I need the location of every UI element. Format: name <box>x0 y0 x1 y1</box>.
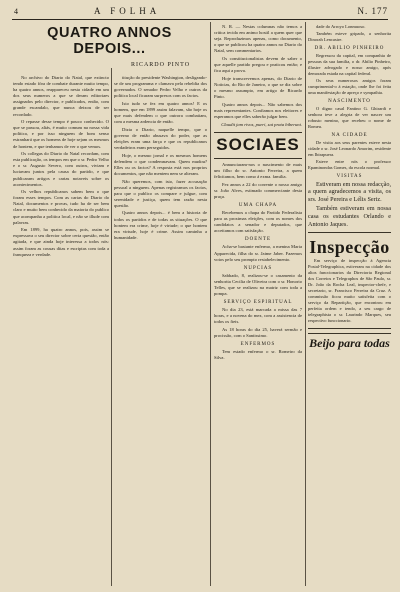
running-head <box>14 5 388 19</box>
paragraph: Sabbado, 8, realizou-se o casamento da senhorita Cecilia de Oliveira com o sr. Honorio Telles, que se realizou na matriz com toda a pompa. <box>214 272 302 296</box>
column-rule <box>305 22 306 586</box>
paragraph: O repasse desse tempo é pouco conhecido. O que se passou, aliás, é muito comum na nossa vida politica, e por isso ninguem de bom senso estranhará que os homens de hoje sejam os mesmos de hontem, e que tenhamos de ver o que vemos. <box>13 119 109 149</box>
paragraph: Também esteve gripado, a senhorita Dinorah Lencastre. <box>308 31 391 43</box>
paragraph: titução do presidente Washington, desligando-se de um programma e clamava pela rebeldia dos governados. O senador Pedro Velho e outros da politica local ficaram surpresos com os factos. <box>114 75 207 99</box>
subheading-visitas: VISITAS <box>336 173 363 179</box>
inspeccao-box <box>308 232 391 328</box>
paragraph: N. R. — Nestas columnas não temos a critica tecida em animo hostil a quem quer que seja. Reproduzimos apenas, como documento, o que se publicou ha quatro annos no Diario do Natal, sem commentarios. <box>214 24 302 54</box>
inspeccao-title: Inspecção <box>309 237 390 258</box>
paragraph: Os seus numerosos amigos foram cumprimental-o á estação, onde lhe foi feita uma manifestação de apreço e sympathia. <box>308 78 391 96</box>
top-rule <box>12 19 388 20</box>
paragraph: Em 1899, ha quatro annos, pois, assim se expressava o seu director sobre certa questão, então agitada, e que ainda hoje interessa a todos nós: assim foram as cousas ditas e escriptas com toda a franqueza e verdade. <box>13 227 109 257</box>
paragraph: No archivo do Diario do Natal, que extincto tendo estado fóra de combate durante muito tempo, ha quatro annos, reappareceu nesta cidade em um dos seus numeros a que se deram editoriaes assignados pelo director, e publicados, então, com grande escandalo, que nunca deixou de ser recordado. <box>13 75 109 117</box>
subheading-na-cidade: NA CIDADE <box>331 132 368 138</box>
paragraph: Quatro annos depois... é bem a historia de todos os partidos e de todas as situações. O que hontem era crime, hoje é virtude; o que hontem era virtude, hoje é crime. Assim caminha a humanidade. <box>114 210 207 240</box>
paragraph: Annunciaram-nos o nascimento de mais um filho do sr. Antonio Ferreira, a quem felicitamos, bem como á exma. familia. <box>214 162 302 180</box>
paper-title: A FOLHA <box>94 6 161 16</box>
news-column-4 <box>308 24 391 589</box>
paragraph: Hoje transcrevemos apenas, do Diario de Noticias, do Rio de Janeiro, o que se diz sobre o mesmo assumpto, em artigo de Ricardo Pinto. <box>214 75 302 100</box>
paragraph: Quatro annos depois... Não sabemos dos mais representantes. Confiamos nos eleitores e esperamos que elles saberão julgar bem. <box>214 101 302 119</box>
issue-number: N. 177 <box>357 6 388 16</box>
paragraph: Estiveram em nossa redacção, a quem agradecemos a visita, os srs. José Pereira e Lélis Seriz. <box>308 180 391 204</box>
paragraph: Não queremos, com isto, fazer accusação pessoal a ninguem. Apenas registramos os factos, para que o publico os compare e julgue, com serenidade e justiça, quem tem razão nesta questão. <box>114 178 207 208</box>
article-byline: RICARDO PINTO <box>130 62 191 68</box>
paragraph: As 18 horas do dia 25, haverá sermão e procissão, com o Santissimo. <box>214 326 302 338</box>
paragraph: Acha-se bastante enfermo, a menina Maria Apparecida, filha do sr. Jaime Jaber. Fazemos votos pelo seu prompto restabelecimento. <box>214 244 302 262</box>
paragraph: Os constitucionalistas devem de saber o que aquelle partido pregou e praticou então; e fica aqui a prova. <box>214 55 302 74</box>
subheading-enfermos: ENFERMOS <box>240 342 276 348</box>
paragraph: O digno casal Fantino G. Ghirardi e senhora teve a alegria de ver nascer um robusto menino, que recebeu o nome de Romeu. <box>308 106 391 129</box>
subheading-nascimento: NASCIMENTO <box>328 99 371 105</box>
paragraph: Isto tudo se fez em quatro annos! E os homens, que em 1899 assim falavam, são hoje os que mais defendem o que outrora combatiam, com a mesma ardencia de então. <box>114 100 207 125</box>
news-column-3 <box>214 24 302 589</box>
paragraph: De visita aos seus parentes esteve nesta cidade o sr. José Leonardo Amorim, residente em Ibirapuera. <box>308 139 391 157</box>
article-headline: QUATRO ANNOS DEPOIS... <box>47 25 172 57</box>
subheading-nupcias: NUPCIAS <box>243 265 273 271</box>
subheading-pinheiro: DR. ABILIO PINHEIRO <box>314 46 385 52</box>
paragraph: Dizia o Diario, naquelle tempo, que o governo de então abusava do poder, que as eleições eram uma farça e que os republicanos verdadeiros eram perseguidos. <box>114 126 207 151</box>
paragraph: Esteve entre nós o professor Epaminondas Gomes, da escola normal. <box>308 158 391 170</box>
subheading-servico: SERVIÇO ESPIRITUAL <box>223 300 293 306</box>
paragraph: Também estiveram em nossa casa os estudantes Orlando e Antonio Jaques. <box>308 205 391 228</box>
beijo-heading: Beijo para todas <box>308 333 391 351</box>
paragraph: Os collegas do Diario do Natal recordam, com esta publicação, os tempos em que o sr. Pedro Velho e o sr. Augusto Severo, com outros, viviam e luctavam juntos pela causa do partido, e que publicaram artigos e cartas notaveis sobre os acontecimentos. <box>13 151 109 187</box>
paragraph: Fez annos a 22 do corrente o nosso amigo sr. João Alves, estimado commerciante desta praça. <box>214 181 302 199</box>
paragraph: No dia 23, está marcada a missa das 7 horas, e a novena do mez, com a assistencia de todos os fieis. <box>214 307 302 325</box>
column-rule <box>111 68 112 586</box>
page-number: 4 <box>14 7 20 16</box>
article-column-1 <box>13 75 109 575</box>
paragraph: Recebemos a chapa do Partido Federalista para as proximas eleições, com os nomes dos candidatos a senador e deputados, que acceitamos com satisfação. <box>214 210 302 234</box>
column-rule <box>210 22 211 586</box>
paragraph: Tem estado enfermo o sr. Romeiro da Silva. <box>214 349 302 361</box>
paragraph: Hoje, o mesmo jornal e os mesmos homens defendem o que condemnavam. Quem mudou? Elles ou os factos? A resposta está nos proprios documentos, que não mentem nem se alteram. <box>114 152 207 176</box>
paragraph: Os velhos republicanos sabem bem o que foram esses tempos. Com as cartas do Diario do Natal, documentos e provas, tudo ha de ser bem claro e muito bem conhecido da maioria do publico que acompanha a politica local, e não se illude com palavras. <box>13 189 109 225</box>
paragraph: dade do Arroyo Lonmuoso. <box>316 24 366 29</box>
latin-verse: Claudit jam rivos, pueri, sat prata biberunt. <box>221 121 302 127</box>
paragraph: Regressou da capital, em companhia de pessoas da sua familia, o dr. Abilio Pinheiro, illustre advogado e nosso amigo, após demorada estada na capital federal. <box>308 53 391 76</box>
paragraph: Em serviço de inspecção á Agencia Postal-Telegraphica, estiveram na cidade dos altos funccionarios da Directoria Regional dos Correios e Telegraphos de São Paulo, sr. Dr. João da Rocha Leal, inspector-chefe, e secretario, sr. Francisco Ferreira da Cruz. A commissão ficou muito satisfeita com o serviço da Repartição, que encontrou em perfeita ordem e tendo, a seu cargo de telegraphista o sr. Laurindo Marques, seu respectivo funccionario. <box>308 258 391 323</box>
section-heading-sociaes: SOCIAES <box>214 132 302 159</box>
subheading-doente: DOENTE <box>245 237 271 243</box>
article-column-2 <box>114 75 207 575</box>
subheading-uma-chapa: UMA CHAPA <box>238 203 278 209</box>
